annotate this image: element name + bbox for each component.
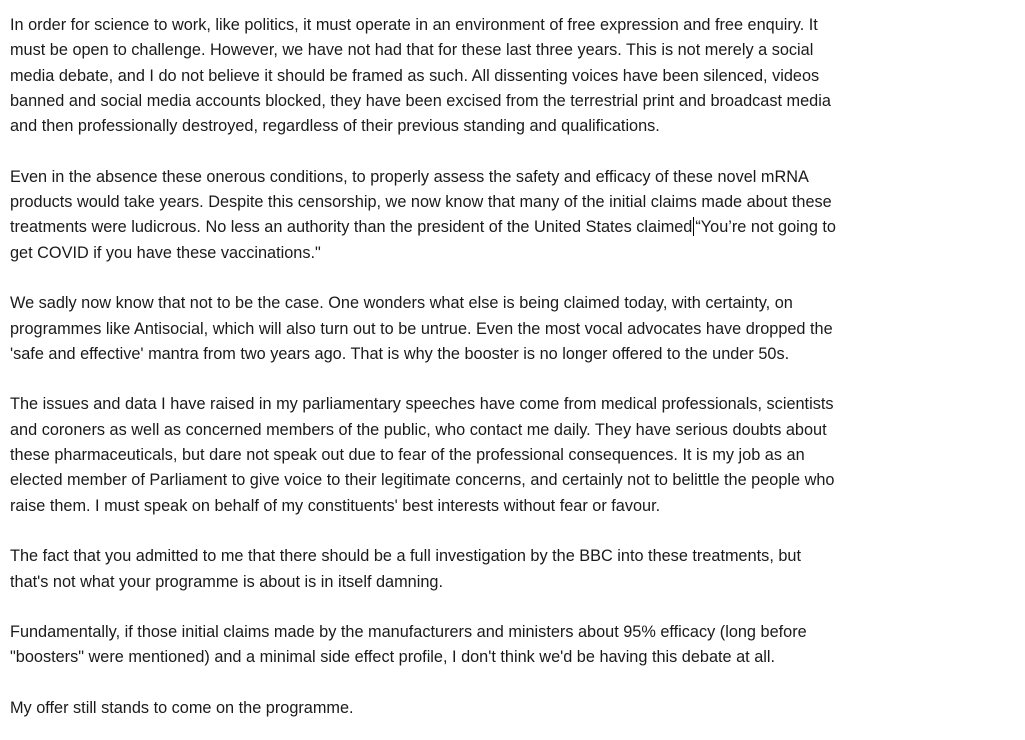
text-line: My offer still stands to come on the programme. — [10, 699, 354, 718]
text-line: programmes like Antisocial, which will also turn out to be untrue. Even the most vocal advocates have dropped the — [10, 319, 833, 338]
text-line: media debate, and I do not believe it should be framed as such. All dissenting voices have been silenced, videos — [10, 66, 820, 85]
text-line: that's not what your programme is about is in itself damning. — [10, 572, 443, 591]
text-line: "boosters" were mentioned) and a minimal side effect profile, I don't think we'd be having this debate at all. — [10, 648, 776, 667]
text-line: The issues and data I have raised in my parliamentary speeches have come from medical professionals, scientists — [10, 395, 834, 414]
text-segment: treatments were ludicrous. No less an authority than the president of the United States claimed — [10, 218, 693, 237]
paragraph-2 — [10, 165, 1015, 266]
text-line: Even in the absence these onerous conditions, to properly assess the safety and efficacy of these novel mRNA — [10, 167, 809, 186]
text-line: 'safe and effective' mantra from two years ago. That is why the booster is no longer offered to the under 50s. — [10, 344, 790, 363]
text-line: Fundamentally, if those initial claims made by the manufacturers and ministers about 95% efficacy (long before — [10, 623, 807, 642]
text-segment: “You’re not going to — [695, 218, 836, 237]
paragraph-7 — [10, 696, 1015, 721]
paragraph-4 — [10, 392, 1015, 518]
text-line: raise them. I must speak on behalf of my constituents' best interests without fear or favour. — [10, 496, 661, 515]
paragraph-6 — [10, 620, 1015, 671]
text-line: We sadly now know that not to be the case. One wonders what else is being claimed today, with certainty, on — [10, 294, 793, 313]
text-line: The fact that you admitted to me that there should be a full investigation by the BBC into these treatments, but — [10, 547, 802, 566]
text-line: elected member of Parliament to give voice to their legitimate concerns, and certainly not to belittle the people who — [10, 471, 835, 490]
text-line: must be open to challenge. However, we have not had that for these last three years. This is not merely a social — [10, 41, 814, 60]
text-line: products would take years. Despite this censorship, we now know that many of the initial claims made about these — [10, 193, 832, 212]
text-line: and coroners as well as concerned members of the public, who contact me daily. They have serious doubts about — [10, 420, 827, 439]
text-line-with-caret — [10, 215, 1015, 240]
text-line: In order for science to work, like politics, it must operate in an environment of free expression and free enquiry. It — [10, 16, 818, 34]
text-line: banned and social media accounts blocked, they have been excised from the terrestrial print and broadcast media — [10, 91, 831, 110]
paragraph-1 — [10, 13, 1015, 139]
text-line: these pharmaceuticals, but dare not speak out due to fear of the professional consequences. It is my job as an — [10, 446, 805, 465]
text-line: and then professionally destroyed, regardless of their previous standing and qualifications. — [10, 117, 660, 136]
paragraph-3 — [10, 291, 1015, 367]
paragraph-5 — [10, 544, 1015, 595]
text-line: get COVID if you have these vaccinations." — [10, 243, 321, 262]
